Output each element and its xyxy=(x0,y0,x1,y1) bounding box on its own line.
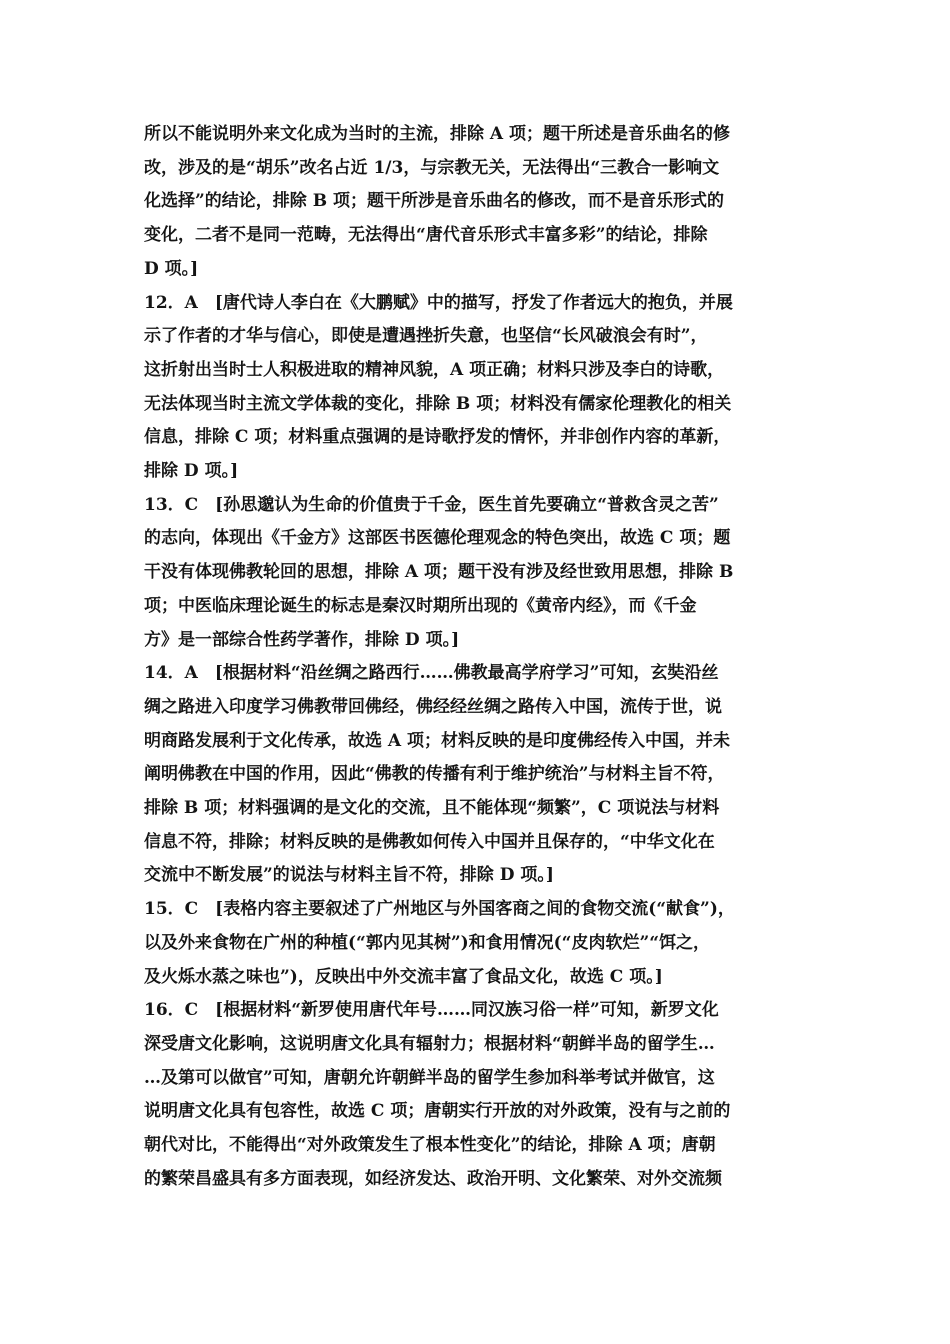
text-line: 所以不能说明外来文化成为当时的主流，排除 A 项；题干所述是音乐曲名的修 xyxy=(144,124,731,144)
text-line: 绸之路进入印度学习佛教带回佛经，佛经经丝绸之路传入中国，流传于世，说 xyxy=(144,696,722,717)
text-line: 信息，排除 C 项；材料重点强调的是诗歌抒发的情怀，并非创作内容的革新， xyxy=(144,427,731,448)
text-line: 排除 D 项。] xyxy=(144,461,239,482)
text-line: D 项。] xyxy=(144,258,199,279)
text-line: 化选择”的结论，排除 B 项；题干所涉是音乐曲名的修改，而不是音乐形式的 xyxy=(144,191,724,212)
text-line: 的繁荣昌盛具有多方面表现，如经济发达、政治开明、文化繁荣、对外交流频 xyxy=(144,1168,722,1189)
answer-13 xyxy=(144,489,812,658)
text-line: 这折射出当时士人积极进取的精神风貌，A 项正确；材料只涉及李白的诗歌， xyxy=(144,359,725,380)
text-line: 深受唐文化影响，这说明唐文化具有辐射力；根据材料“朝鲜半岛的留学生… xyxy=(144,1033,715,1054)
text-line: 14．A [根据材料“沿丝绸之路西行……佛教最高学府学习”可知，玄奘沿丝 xyxy=(144,663,719,684)
text-line: 干没有体现佛教轮回的思想，排除 A 项；题干没有涉及经世致用思想，排除 B xyxy=(144,562,734,583)
text-line: 说明唐文化具有包容性，故选 C 项；唐朝实行开放的对外政策，没有与之前的 xyxy=(144,1101,731,1122)
text-line: 示了作者的才华与信心，即使是遭遇挫折失意，也坚信“长风破浪会有时”， xyxy=(144,326,708,347)
text-line: 12．A [唐代诗人李白在《大鹏赋》中的描写，抒发了作者远大的抱负，并展 xyxy=(144,292,733,313)
continuation-paragraph xyxy=(144,118,812,287)
answer-14 xyxy=(144,657,812,893)
text-line: 排除 B 项；材料强调的是文化的交流，且不能体现“频繁”，C 项说法与材料 xyxy=(144,798,720,819)
text-line: 的志向，体现出《千金方》这部医书医德伦理观念的特色突出，故选 C 项；题 xyxy=(144,528,731,549)
text-line: 16．C [根据材料“新罗使用唐代年号……同汉族习俗一样”可知，新罗文化 xyxy=(144,1000,719,1021)
answer-explanations-page xyxy=(144,118,812,1197)
answer-16 xyxy=(144,994,812,1196)
answer-15 xyxy=(144,893,812,994)
text-line: 13．C [孙思邈认为生命的价值贵于千金，医生首先要确立“普救含灵之苦” xyxy=(144,494,719,515)
text-line: 15．C [表格内容主要叙述了广州地区与外国客商之间的食物交流(“献食”)， xyxy=(144,899,735,920)
text-line: 阐明佛教在中国的作用，因此“佛教的传播有利于维护统治”与材料主旨不符， xyxy=(144,764,725,785)
text-line: 及火烁水蒸之味也”)，反映出中外交流丰富了食品文化，故选 C 项。] xyxy=(144,966,663,987)
text-line: 无法体现当时主流文学体裁的变化，排除 B 项；材料没有儒家伦理教化的相关 xyxy=(144,393,732,414)
text-line: 交流中不断发展”的说法与材料主旨不符，排除 D 项。] xyxy=(144,865,554,886)
text-line: 方》是一部综合性药学著作，排除 D 项。] xyxy=(144,629,460,650)
text-line: 信息不符，排除；材料反映的是佛教如何传入中国并且保存的，“中华文化在 xyxy=(144,831,715,852)
text-line: 以及外来食物在广州的种植(“郭内见其树”)和食用情况(“皮肉软烂”“饵之， xyxy=(144,932,711,953)
text-line: 明商路发展利于文化传承，故选 A 项；材料反映的是印度佛经传入中国，并未 xyxy=(144,730,731,751)
answer-12 xyxy=(144,287,812,489)
text-line: 改，涉及的是“胡乐”改名占近 1/3，与宗教无关，无法得出“三教合一影响文 xyxy=(144,157,720,178)
text-line: 项；中医临床理论诞生的标志是秦汉时期所出现的《黄帝内经》，而《千金 xyxy=(144,595,697,616)
text-line: 变化，二者不是同一范畴，无法得出“唐代音乐形式丰富多彩”的结论，排除 xyxy=(144,225,708,246)
text-line: 朝代对比，不能得出“对外政策发生了根本性变化”的结论，排除 A 项；唐朝 xyxy=(144,1135,716,1156)
text-line: …及第可以做官”可知，唐朝允许朝鲜半岛的留学生参加科举考试并做官，这 xyxy=(144,1067,715,1088)
